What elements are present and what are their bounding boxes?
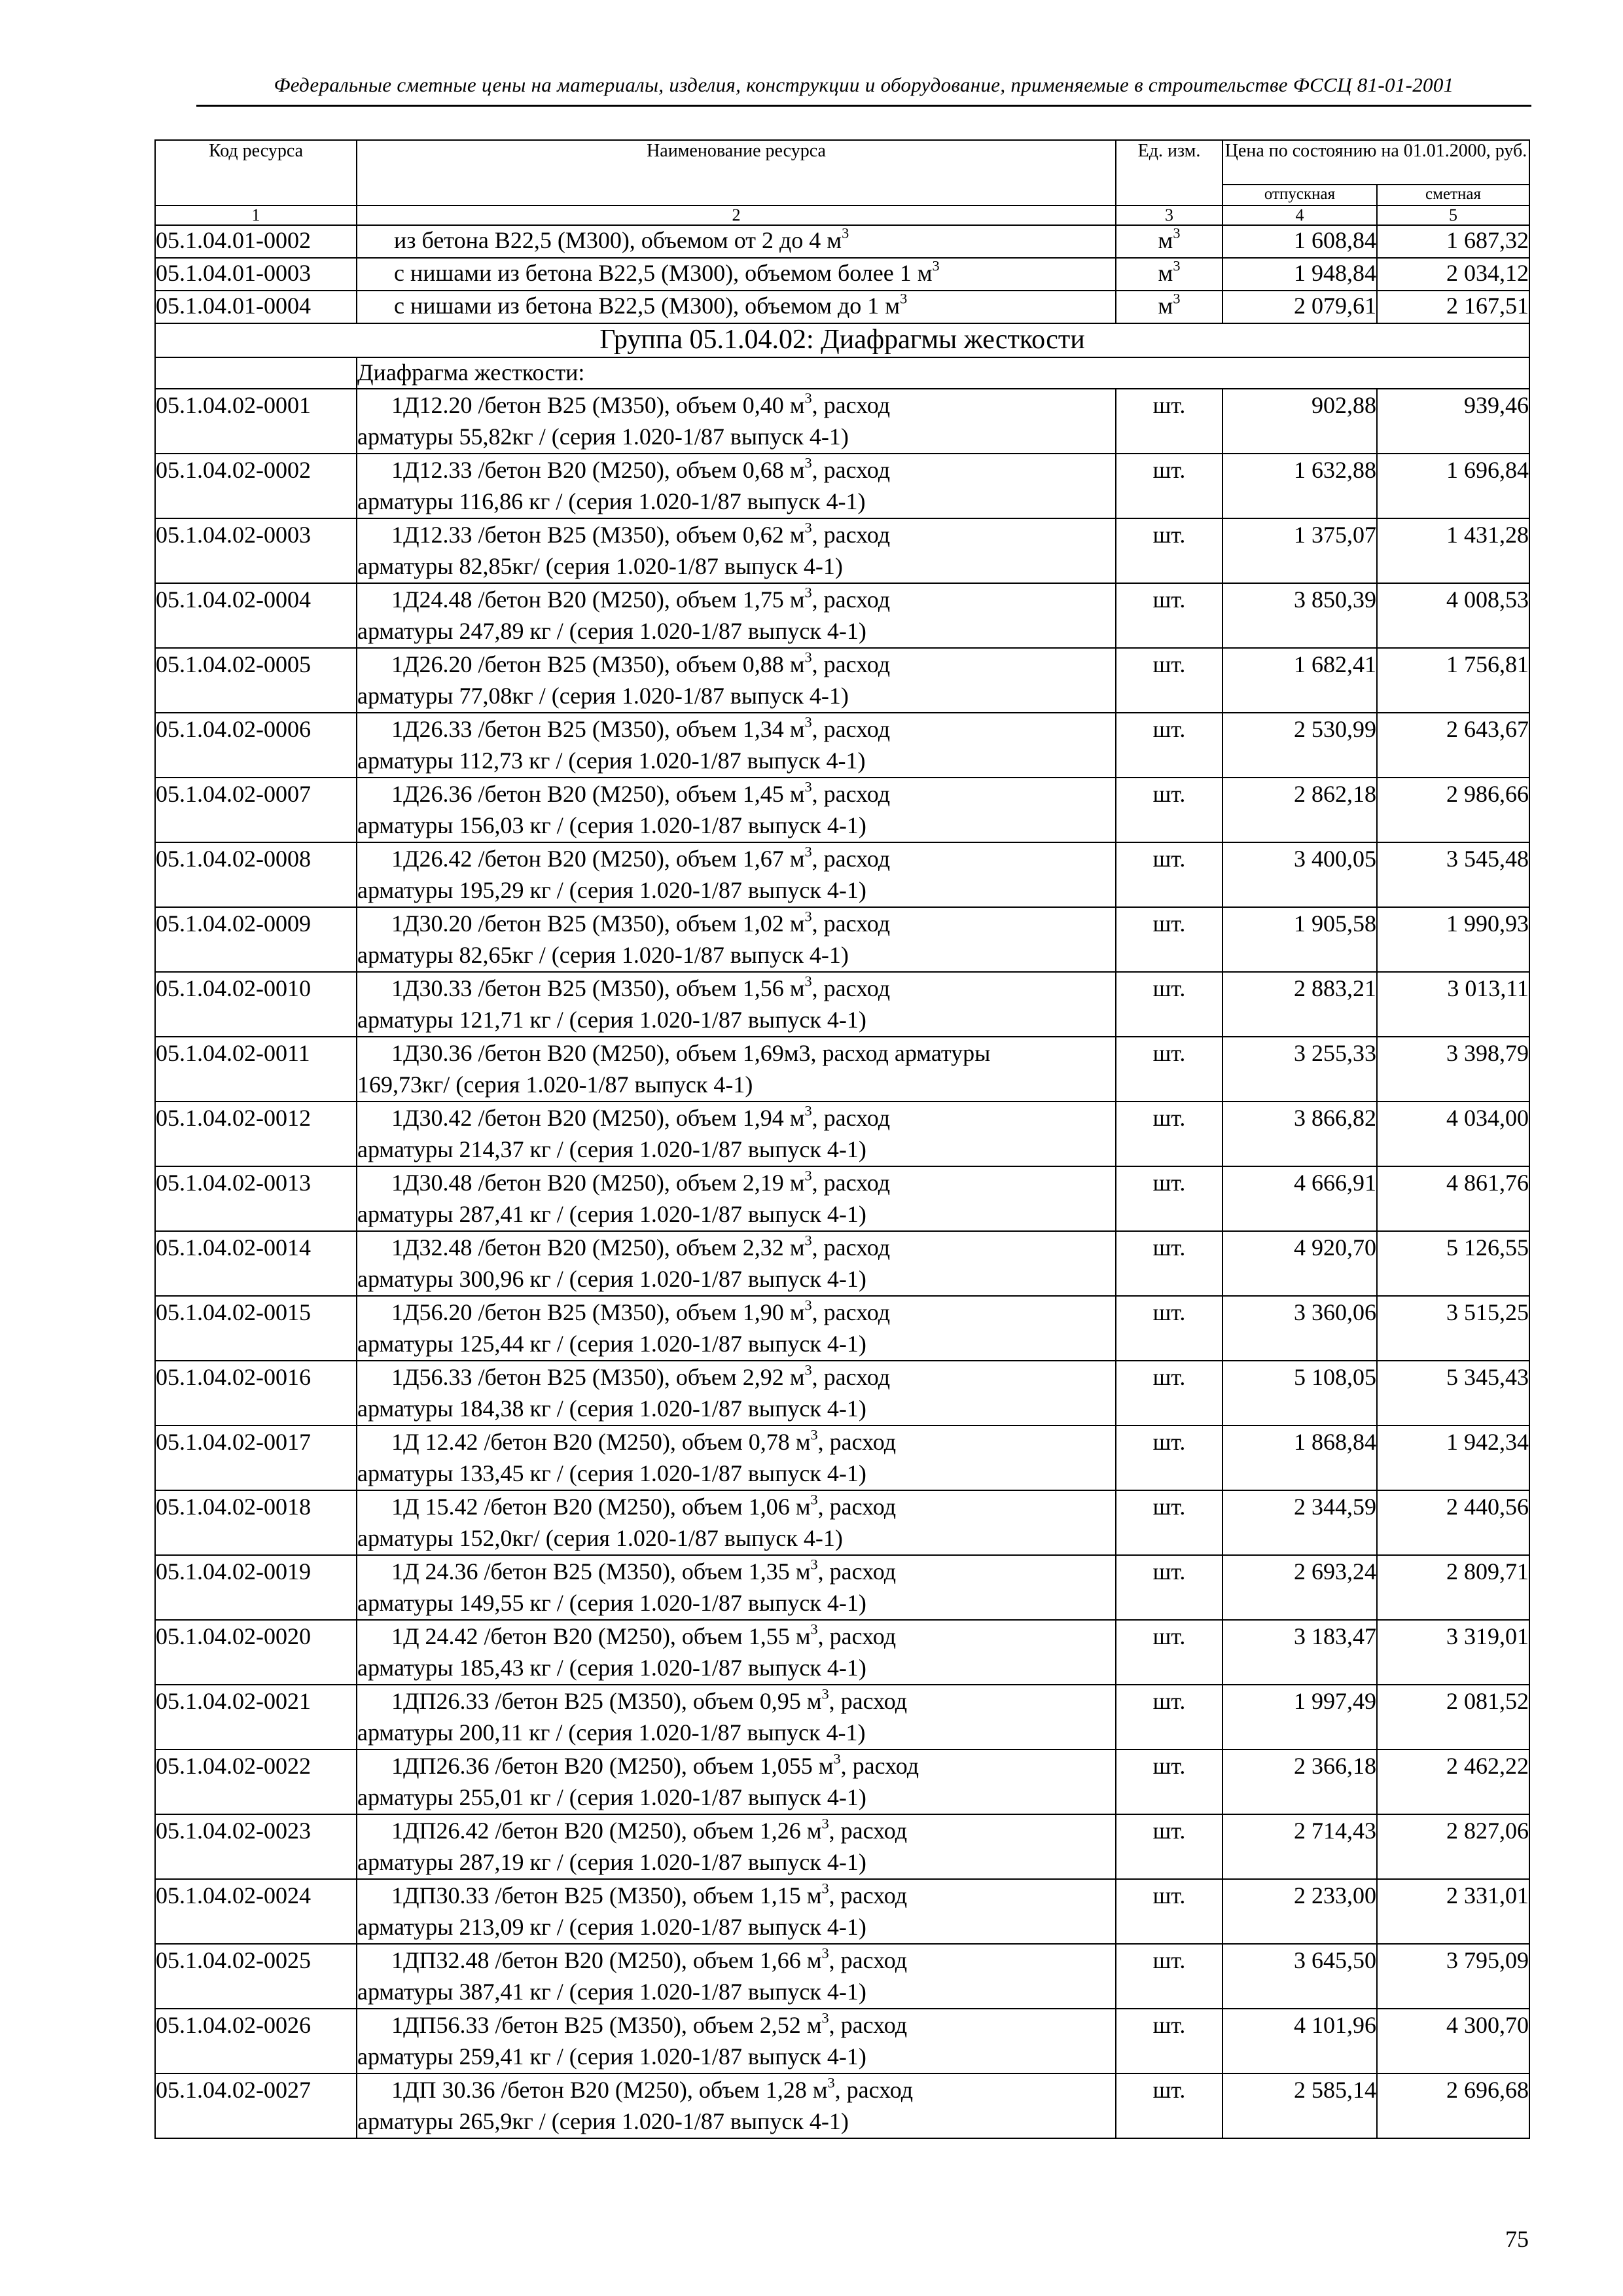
- table-row: [155, 258, 1529, 291]
- table-row: [155, 1749, 1529, 1814]
- unit: шт.: [1116, 842, 1222, 907]
- running-header: Федеральные сметные цены на материалы, изделия, конструкции и оборудование, применяемые в строительстве ФССЦ 81-01-2001: [274, 73, 1454, 96]
- table-row: [155, 583, 1529, 648]
- release-price: 2 079,61: [1222, 291, 1377, 323]
- resource-name: 1Д26.33 /бетон В25 (М350), объем 1,34 $м^3$, расход арматуры 112,73 кг / (серия 1.020-1/87 выпуск 4-1): [357, 713, 1116, 778]
- resource-code: 05.1.04.02-0015: [155, 1296, 357, 1361]
- resource-code: 05.1.04.02-0011: [155, 1037, 357, 1102]
- header-price-group: Цена по состоянию на 01.01.2000, руб.: [1222, 140, 1529, 185]
- table-row: [155, 1361, 1529, 1426]
- resource-name: 1ДП26.33 /бетон В25 (М350), объем 0,95 $м^3$, расход арматуры 200,11 кг / (серия 1.020-1/87 выпуск 4-1): [357, 1685, 1116, 1749]
- unit: шт.: [1116, 1361, 1222, 1426]
- release-price: 3 183,47: [1222, 1620, 1377, 1685]
- resource-code: 05.1.04.02-0012: [155, 1102, 357, 1166]
- release-price: 1 682,41: [1222, 648, 1377, 713]
- resource-code: 05.1.04.02-0022: [155, 1749, 357, 1814]
- resource-name: 1Д 15.42 /бетон В20 (М250), объем 1,06 $м^3$, расход арматуры 152,0кг/ (серия 1.020-1/87 выпуск 4-1): [357, 1490, 1116, 1555]
- estimate-price: 1 696,84: [1377, 454, 1529, 518]
- release-price: 2 693,24: [1222, 1555, 1377, 1620]
- resource-name: 1Д56.33 /бетон В25 (М350), объем 2,92 $м^3$, расход арматуры 184,38 кг / (серия 1.020-1/87 выпуск 4-1): [357, 1361, 1116, 1426]
- release-price: 3 360,06: [1222, 1296, 1377, 1361]
- column-number: 2: [357, 206, 1116, 225]
- resource-code: 05.1.04.02-0007: [155, 778, 357, 842]
- table-row: [155, 713, 1529, 778]
- resource-name: 1ДП56.33 /бетон В25 (М350), объем 2,52 $м^3$, расход арматуры 259,41 кг / (серия 1.020-1/87 выпуск 4-1): [357, 2009, 1116, 2073]
- resource-name: с нишами из бетона В22,5 (М300), объемом более 1 $м^3$: [357, 258, 1116, 291]
- release-price: 2 714,43: [1222, 1814, 1377, 1879]
- resource-code: 05.1.04.01-0004: [155, 291, 357, 323]
- release-price: 2 366,18: [1222, 1749, 1377, 1814]
- unit: шт.: [1116, 1490, 1222, 1555]
- resource-name: 1Д30.42 /бетон В20 (М250), объем 1,94 $м^3$, расход арматуры 214,37 кг / (серия 1.020-1/87 выпуск 4-1): [357, 1102, 1116, 1166]
- resource-code: 05.1.04.02-0024: [155, 1879, 357, 1944]
- estimate-price: 4 034,00: [1377, 1102, 1529, 1166]
- estimate-price: 3 398,79: [1377, 1037, 1529, 1102]
- release-price: 3 645,50: [1222, 1944, 1377, 2009]
- unit: шт.: [1116, 1749, 1222, 1814]
- resource-code: 05.1.04.02-0021: [155, 1685, 357, 1749]
- resource-code: 05.1.04.02-0018: [155, 1490, 357, 1555]
- unit: шт.: [1116, 1944, 1222, 2009]
- estimate-price: 2 643,67: [1377, 713, 1529, 778]
- table-row: [155, 1166, 1529, 1231]
- estimate-price: 4 300,70: [1377, 2009, 1529, 2073]
- resource-name: 1ДП30.33 /бетон В25 (М350), объем 1,15 $м^3$, расход арматуры 213,09 кг / (серия 1.020-1/87 выпуск 4-1): [357, 1879, 1116, 1944]
- estimate-price: 1 687,32: [1377, 225, 1529, 258]
- table-row: [155, 1490, 1529, 1555]
- resource-name: 1ДП 30.36 /бетон В20 (М250), объем 1,28 $м^3$, расход арматуры 265,9кг / (серия 1.020-1/87 выпуск 4-1): [357, 2073, 1116, 2138]
- resource-code: 05.1.04.02-0005: [155, 648, 357, 713]
- resource-code: 05.1.04.01-0002: [155, 225, 357, 258]
- header-rule: [196, 105, 1531, 107]
- header-price-estimate: сметная: [1377, 185, 1529, 206]
- unit: шт.: [1116, 1102, 1222, 1166]
- estimate-price: 3 515,25: [1377, 1296, 1529, 1361]
- estimate-price: 1 756,81: [1377, 648, 1529, 713]
- release-price: 2 862,18: [1222, 778, 1377, 842]
- resource-code: 05.1.04.02-0003: [155, 518, 357, 583]
- resource-code: 05.1.04.02-0014: [155, 1231, 357, 1296]
- estimate-price: 3 545,48: [1377, 842, 1529, 907]
- group-title: Группа 05.1.04.02: Диафрагмы жесткости: [155, 323, 1529, 357]
- table-row: [155, 225, 1529, 258]
- resource-code: 05.1.04.02-0016: [155, 1361, 357, 1426]
- resource-name: 1Д26.36 /бетон В20 (М250), объем 1,45 $м^3$, расход арматуры 156,03 кг / (серия 1.020-1/87 выпуск 4-1): [357, 778, 1116, 842]
- estimate-price: 3 319,01: [1377, 1620, 1529, 1685]
- release-price: 1 948,84: [1222, 258, 1377, 291]
- resource-name: 1Д 24.42 /бетон В20 (М250), объем 1,55 $м^3$, расход арматуры 185,43 кг / (серия 1.020-1/87 выпуск 4-1): [357, 1620, 1116, 1685]
- table-row: [155, 518, 1529, 583]
- unit: шт.: [1116, 1620, 1222, 1685]
- resource-name: 1ДП32.48 /бетон В20 (М250), объем 1,66 $м^3$, расход арматуры 387,41 кг / (серия 1.020-1/87 выпуск 4-1): [357, 1944, 1116, 2009]
- unit: шт.: [1116, 1555, 1222, 1620]
- release-price: 5 108,05: [1222, 1361, 1377, 1426]
- estimate-price: 5 126,55: [1377, 1231, 1529, 1296]
- table-row: [155, 1296, 1529, 1361]
- estimate-price: 2 809,71: [1377, 1555, 1529, 1620]
- resource-code: 05.1.04.02-0002: [155, 454, 357, 518]
- column-number: 1: [155, 206, 357, 225]
- table-row: [155, 648, 1529, 713]
- estimate-price: 939,46: [1377, 389, 1529, 454]
- estimate-price: 2 331,01: [1377, 1879, 1529, 1944]
- release-price: 4 666,91: [1222, 1166, 1377, 1231]
- resource-name: 1Д30.20 /бетон В25 (М350), объем 1,02 $м^3$, расход арматуры 82,65кг / (серия 1.020-1/87 выпуск 4-1): [357, 907, 1116, 972]
- column-number: 4: [1222, 206, 1377, 225]
- resource-code: 05.1.04.02-0006: [155, 713, 357, 778]
- resource-name: 1Д12.33 /бетон В25 (М350), объем 0,62 $м^3$, расход арматуры 82,85кг/ (серия 1.020-1/87 выпуск 4-1): [357, 518, 1116, 583]
- estimate-price: 1 431,28: [1377, 518, 1529, 583]
- table-row: [155, 1944, 1529, 2009]
- table-row: [155, 907, 1529, 972]
- unit: шт.: [1116, 1814, 1222, 1879]
- release-price: 4 920,70: [1222, 1231, 1377, 1296]
- resource-name: 1Д12.33 /бетон В20 (М250), объем 0,68 $м^3$, расход арматуры 116,86 кг / (серия 1.020-1/87 выпуск 4-1): [357, 454, 1116, 518]
- resource-name: 1Д30.33 /бетон В25 (М350), объем 1,56 $м^3$, расход арматуры 121,71 кг / (серия 1.020-1/87 выпуск 4-1): [357, 972, 1116, 1037]
- group-heading-row: [155, 323, 1529, 357]
- unit: шт.: [1116, 518, 1222, 583]
- table-row: [155, 1555, 1529, 1620]
- estimate-price: 5 345,43: [1377, 1361, 1529, 1426]
- resource-code: 05.1.04.02-0020: [155, 1620, 357, 1685]
- release-price: 4 101,96: [1222, 2009, 1377, 2073]
- unit: шт.: [1116, 389, 1222, 454]
- unit: шт.: [1116, 1296, 1222, 1361]
- estimate-price: 1 942,34: [1377, 1426, 1529, 1490]
- table-row: [155, 2009, 1529, 2073]
- estimate-price: 3 013,11: [1377, 972, 1529, 1037]
- unit: $м^3$: [1116, 291, 1222, 323]
- header-unit: Ед. изм.: [1116, 140, 1222, 206]
- subgroup-title: Диафрагма жесткости:: [357, 357, 1529, 389]
- table-row: [155, 1685, 1529, 1749]
- unit: шт.: [1116, 1879, 1222, 1944]
- release-price: 1 375,07: [1222, 518, 1377, 583]
- estimate-price: 2 827,06: [1377, 1814, 1529, 1879]
- release-price: 1 868,84: [1222, 1426, 1377, 1490]
- resource-name: 1Д26.20 /бетон В25 (М350), объем 0,88 $м^3$, расход арматуры 77,08кг / (серия 1.020-1/87 выпуск 4-1): [357, 648, 1116, 713]
- resource-code: 05.1.04.02-0009: [155, 907, 357, 972]
- unit: шт.: [1116, 583, 1222, 648]
- header-price-release: отпускная: [1222, 185, 1377, 206]
- resource-code: 05.1.04.02-0027: [155, 2073, 357, 2138]
- resource-code: 05.1.04.02-0004: [155, 583, 357, 648]
- resource-code: 05.1.04.01-0003: [155, 258, 357, 291]
- resource-name: 1Д 12.42 /бетон В20 (М250), объем 0,78 $м^3$, расход арматуры 133,45 кг / (серия 1.020-1/87 выпуск 4-1): [357, 1426, 1116, 1490]
- resource-name: 1Д30.48 /бетон В20 (М250), объем 2,19 $м^3$, расход арматуры 287,41 кг / (серия 1.020-1/87 выпуск 4-1): [357, 1166, 1116, 1231]
- estimate-price: 2 167,51: [1377, 291, 1529, 323]
- resource-code: 05.1.04.02-0013: [155, 1166, 357, 1231]
- unit: шт.: [1116, 1685, 1222, 1749]
- resource-code: 05.1.04.02-0023: [155, 1814, 357, 1879]
- unit: шт.: [1116, 907, 1222, 972]
- unit: шт.: [1116, 713, 1222, 778]
- table-row: [155, 1620, 1529, 1685]
- table-row: [155, 1426, 1529, 1490]
- unit: шт.: [1116, 972, 1222, 1037]
- release-price: 3 400,05: [1222, 842, 1377, 907]
- page-number: 75: [1505, 2226, 1529, 2252]
- release-price: 2 233,00: [1222, 1879, 1377, 1944]
- resource-code: 05.1.04.02-0026: [155, 2009, 357, 2073]
- table-row: [155, 389, 1529, 454]
- resource-code: 05.1.04.02-0001: [155, 389, 357, 454]
- release-price: 3 850,39: [1222, 583, 1377, 648]
- table-row: [155, 1879, 1529, 1944]
- resource-name: 1Д24.48 /бетон В20 (М250), объем 1,75 $м^3$, расход арматуры 247,89 кг / (серия 1.020-1/87 выпуск 4-1): [357, 583, 1116, 648]
- estimate-price: 4 861,76: [1377, 1166, 1529, 1231]
- resource-name: 1Д30.36 /бетон В20 (М250), объем 1,69м3, расход арматуры 169,73кг/ (серия 1.020-1/87 выпуск 4-1): [357, 1037, 1116, 1102]
- resource-code: 05.1.04.02-0010: [155, 972, 357, 1037]
- resource-name: 1Д 24.36 /бетон В25 (М350), объем 1,35 $м^3$, расход арматуры 149,55 кг / (серия 1.020-1/87 выпуск 4-1): [357, 1555, 1116, 1620]
- estimate-price: 3 795,09: [1377, 1944, 1529, 2009]
- subgroup-heading-row: [155, 357, 1529, 389]
- price-table: [154, 139, 1530, 2139]
- release-price: 2 344,59: [1222, 1490, 1377, 1555]
- unit: шт.: [1116, 778, 1222, 842]
- column-number: 5: [1377, 206, 1529, 225]
- resource-name: 1Д26.42 /бетон В20 (М250), объем 1,67 $м^3$, расход арматуры 195,29 кг / (серия 1.020-1/87 выпуск 4-1): [357, 842, 1116, 907]
- unit: шт.: [1116, 2009, 1222, 2073]
- resource-code: 05.1.04.02-0017: [155, 1426, 357, 1490]
- table-row: [155, 842, 1529, 907]
- empty-cell: [155, 357, 357, 389]
- table-row: [155, 2073, 1529, 2138]
- resource-name: с нишами из бетона В22,5 (М300), объемом до 1 $м^3$: [357, 291, 1116, 323]
- release-price: 1 608,84: [1222, 225, 1377, 258]
- table-row: [155, 1814, 1529, 1879]
- column-numbers-row: [155, 206, 1529, 225]
- table-row: [155, 1231, 1529, 1296]
- resource-name: 1Д32.48 /бетон В20 (М250), объем 2,32 $м^3$, расход арматуры 300,96 кг / (серия 1.020-1/87 выпуск 4-1): [357, 1231, 1116, 1296]
- release-price: 3 866,82: [1222, 1102, 1377, 1166]
- unit: шт.: [1116, 1166, 1222, 1231]
- release-price: 2 585,14: [1222, 2073, 1377, 2138]
- resource-code: 05.1.04.02-0019: [155, 1555, 357, 1620]
- release-price: 902,88: [1222, 389, 1377, 454]
- column-number: 3: [1116, 206, 1222, 225]
- resource-code: 05.1.04.02-0008: [155, 842, 357, 907]
- release-price: 1 997,49: [1222, 1685, 1377, 1749]
- release-price: 2 883,21: [1222, 972, 1377, 1037]
- header-code: Код ресурса: [155, 140, 357, 206]
- estimate-price: 4 008,53: [1377, 583, 1529, 648]
- unit: $м^3$: [1116, 225, 1222, 258]
- unit: $м^3$: [1116, 258, 1222, 291]
- resource-name: 1ДП26.36 /бетон В20 (М250), объем 1,055 $м^3$, расход арматуры 255,01 кг / (серия 1.020-1/87 выпуск 4-1): [357, 1749, 1116, 1814]
- release-price: 2 530,99: [1222, 713, 1377, 778]
- header-name: Наименование ресурса: [357, 140, 1116, 206]
- release-price: 1 905,58: [1222, 907, 1377, 972]
- unit: шт.: [1116, 648, 1222, 713]
- estimate-price: 2 986,66: [1377, 778, 1529, 842]
- table-row: [155, 1037, 1529, 1102]
- unit: шт.: [1116, 1426, 1222, 1490]
- resource-name: из бетона В22,5 (М300), объемом от 2 до 4 $м^3$: [357, 225, 1116, 258]
- estimate-price: 2 081,52: [1377, 1685, 1529, 1749]
- estimate-price: 2 034,12: [1377, 258, 1529, 291]
- resource-code: 05.1.04.02-0025: [155, 1944, 357, 2009]
- resource-name: 1Д12.20 /бетон В25 (М350), объем 0,40 $м^3$, расход арматуры 55,82кг / (серия 1.020-1/87 выпуск 4-1): [357, 389, 1116, 454]
- resource-name: 1ДП26.42 /бетон В20 (М250), объем 1,26 $м^3$, расход арматуры 287,19 кг / (серия 1.020-1/87 выпуск 4-1): [357, 1814, 1116, 1879]
- unit: шт.: [1116, 1037, 1222, 1102]
- table-row: [155, 454, 1529, 518]
- resource-name: 1Д56.20 /бетон В25 (М350), объем 1,90 $м^3$, расход арматуры 125,44 кг / (серия 1.020-1/87 выпуск 4-1): [357, 1296, 1116, 1361]
- estimate-price: 2 696,68: [1377, 2073, 1529, 2138]
- estimate-price: 2 462,22: [1377, 1749, 1529, 1814]
- unit: шт.: [1116, 2073, 1222, 2138]
- unit: шт.: [1116, 1231, 1222, 1296]
- table-row: [155, 778, 1529, 842]
- estimate-price: 2 440,56: [1377, 1490, 1529, 1555]
- unit: шт.: [1116, 454, 1222, 518]
- table-row: [155, 972, 1529, 1037]
- estimate-price: 1 990,93: [1377, 907, 1529, 972]
- table-row: [155, 291, 1529, 323]
- release-price: 1 632,88: [1222, 454, 1377, 518]
- table-row: [155, 1102, 1529, 1166]
- release-price: 3 255,33: [1222, 1037, 1377, 1102]
